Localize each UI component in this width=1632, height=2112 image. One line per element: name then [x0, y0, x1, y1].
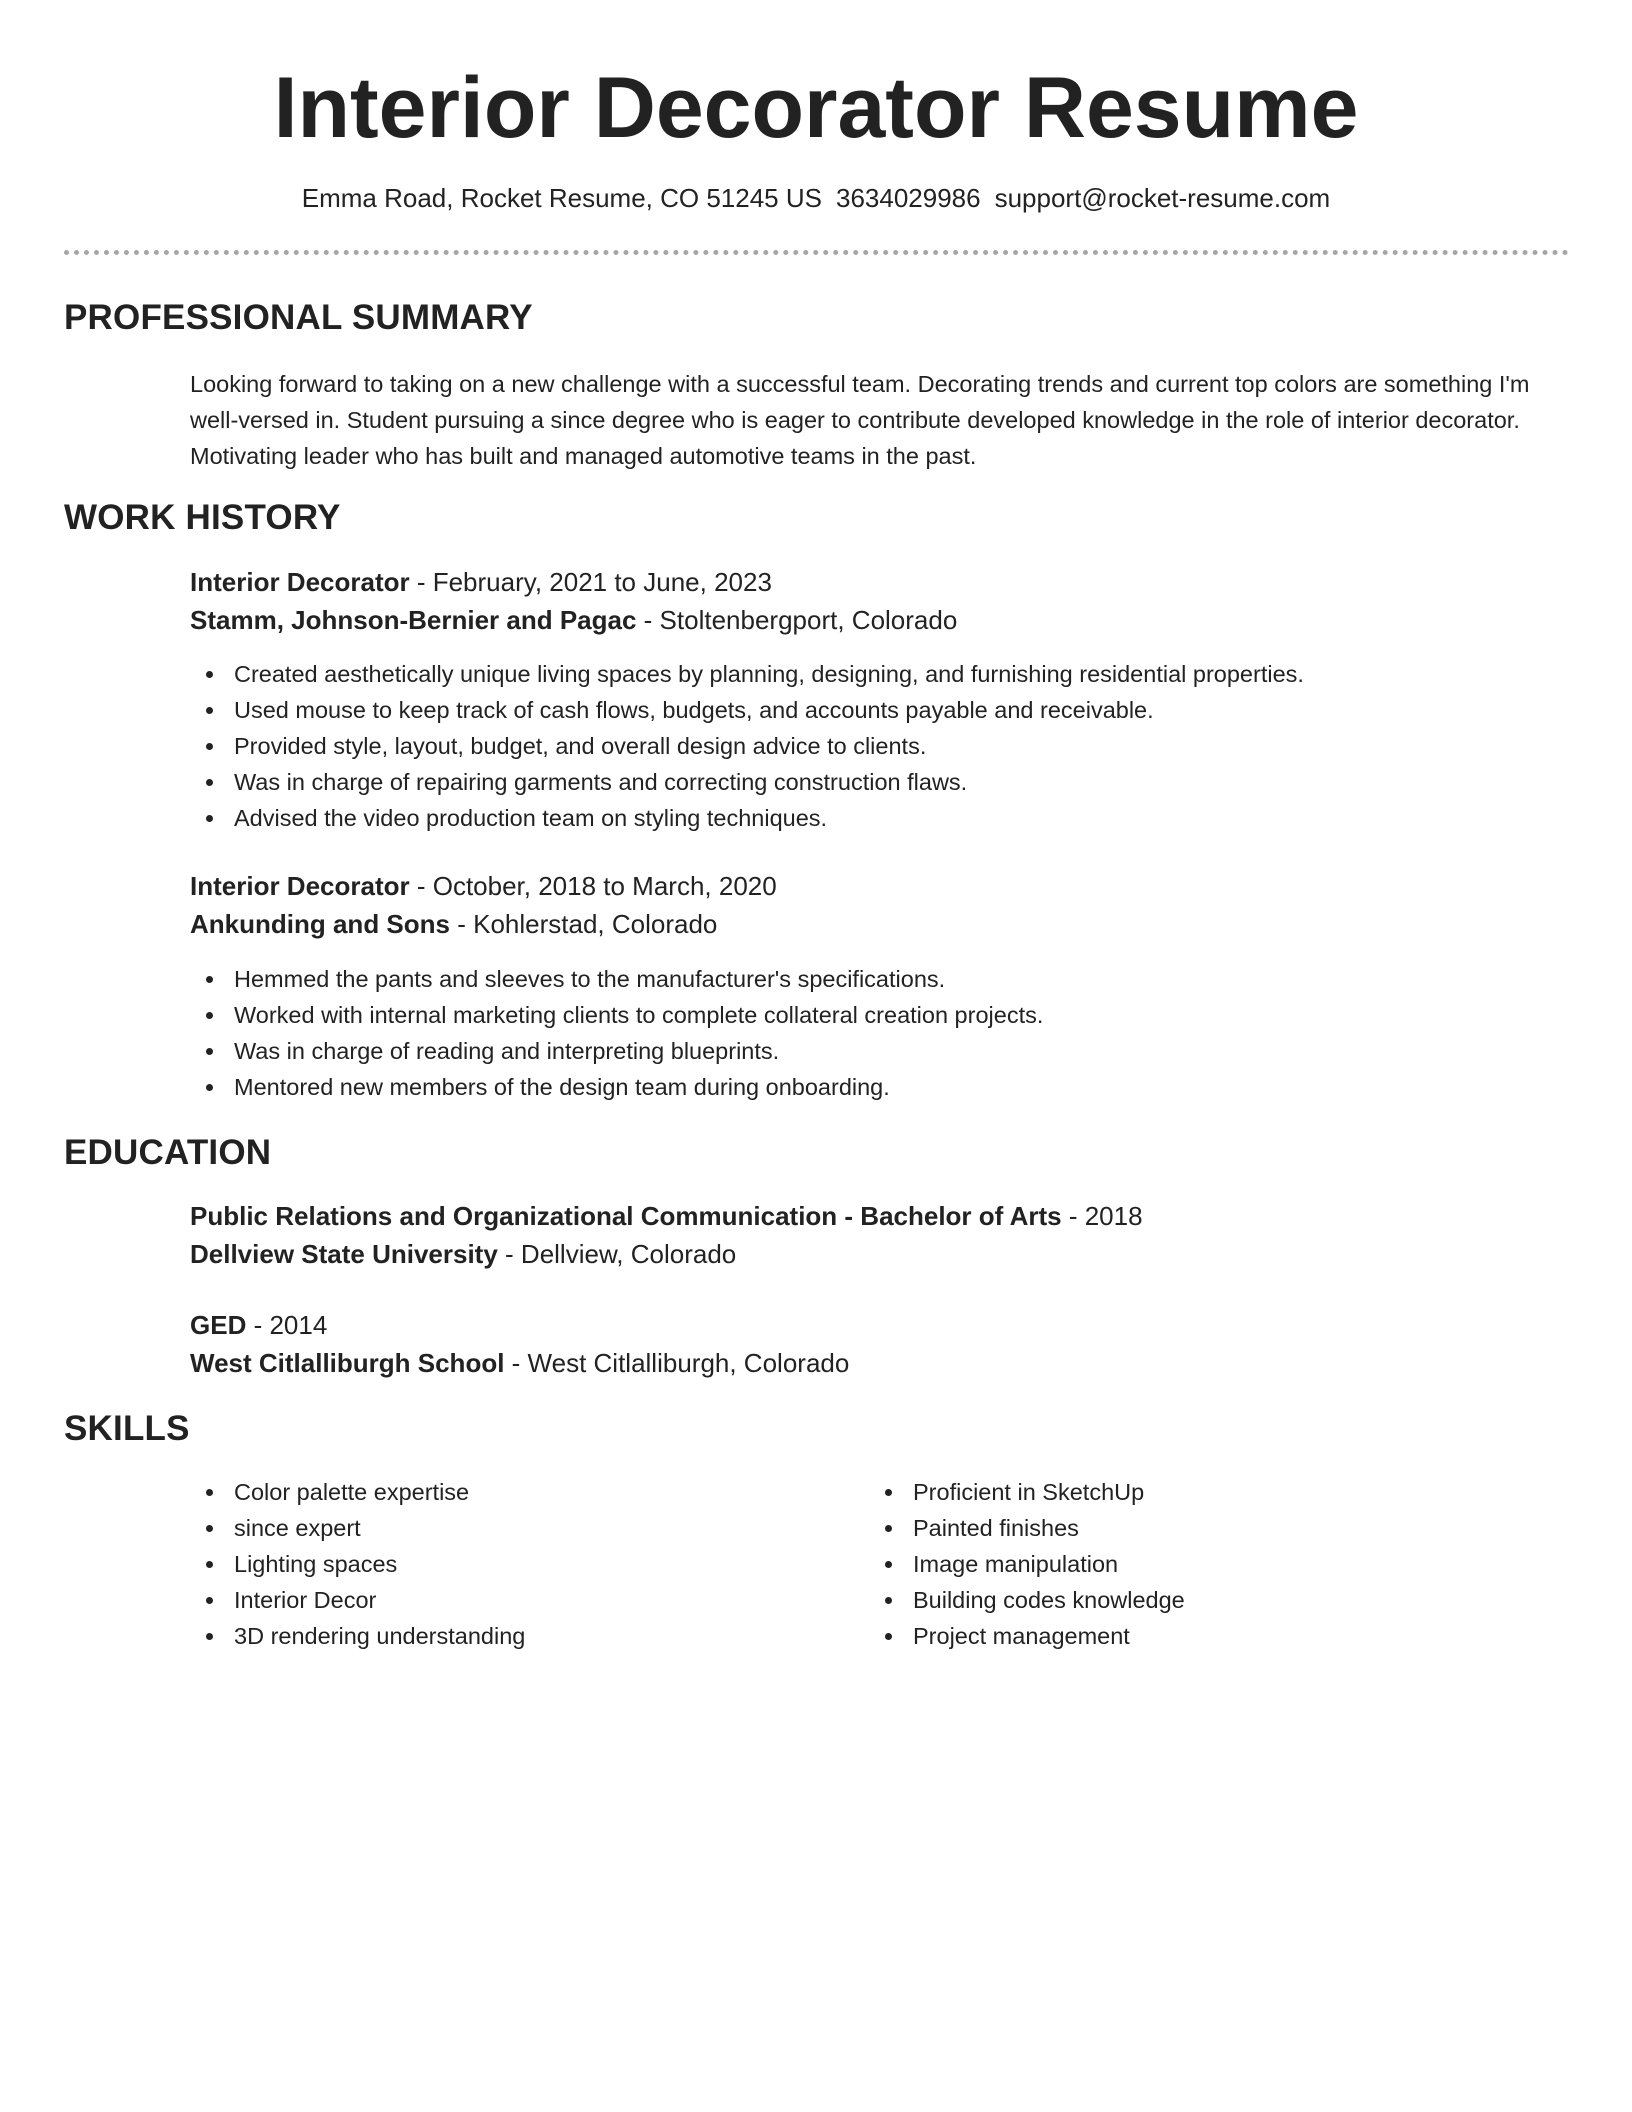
education-location: - Dellview, Colorado	[497, 1239, 737, 1269]
list-item: Mentored new members of the design team during onboarding.	[234, 1069, 1043, 1105]
list-item: since expert	[234, 1510, 525, 1546]
list-item: Was in charge of repairing garments and correcting construction flaws.	[234, 764, 1304, 800]
list-item: Interior Decor	[234, 1582, 525, 1618]
education-degree: Public Relations and Organizational Communication - Bachelor of Arts	[190, 1201, 1062, 1231]
job-location: - Stoltenbergport, Colorado	[636, 605, 958, 635]
education-entry	[190, 1197, 1565, 1273]
list-item: Worked with internal marketing clients to complete collateral creation projects.	[234, 997, 1043, 1033]
job-location: - Kohlerstad, Colorado	[450, 909, 718, 939]
header-divider	[64, 250, 1569, 255]
job-title-line	[190, 563, 1565, 601]
section-heading-work-history: WORK HISTORY	[64, 498, 341, 537]
job-bullet-list	[190, 961, 1043, 1105]
list-item: Building codes knowledge	[913, 1582, 1185, 1618]
list-item: Color palette expertise	[234, 1474, 525, 1510]
list-item: Image manipulation	[913, 1546, 1185, 1582]
list-item: 3D rendering understanding	[234, 1618, 525, 1654]
contact-phone: 3634029986	[835, 183, 981, 213]
education-entry	[190, 1306, 1565, 1382]
list-item: Painted finishes	[913, 1510, 1185, 1546]
education-location: - West Citlalliburgh, Colorado	[504, 1348, 850, 1378]
job-dates: - October, 2018 to March, 2020	[409, 871, 777, 901]
list-item: Was in charge of reading and interpreting blueprints.	[234, 1033, 1043, 1069]
job-entry	[190, 867, 1565, 943]
job-company-line	[190, 905, 1565, 943]
list-item: Used mouse to keep track of cash flows, budgets, and accounts payable and receivable.	[234, 692, 1304, 728]
job-company-line	[190, 601, 1565, 639]
job-title-line	[190, 867, 1565, 905]
page-title: Interior Decorator Resume	[273, 60, 1359, 156]
section-heading-education: EDUCATION	[64, 1133, 272, 1172]
job-company: Stamm, Johnson-Bernier and Pagac	[190, 605, 637, 635]
contact-line	[0, 180, 1632, 216]
section-heading-skills: SKILLS	[64, 1409, 190, 1448]
list-item: Proficient in SketchUp	[913, 1474, 1185, 1510]
education-school-line	[190, 1235, 1565, 1273]
education-degree-line	[190, 1197, 1565, 1235]
job-title: Interior Decorator	[190, 567, 410, 597]
job-title: Interior Decorator	[190, 871, 410, 901]
education-school: West Citlalliburgh School	[190, 1348, 505, 1378]
list-item: Created aesthetically unique living spaces by planning, designing, and furnishing residential properties.	[234, 656, 1304, 692]
education-year: - 2014	[246, 1310, 328, 1340]
list-item: Project management	[913, 1618, 1185, 1654]
job-company: Ankunding and Sons	[190, 909, 450, 939]
list-item: Provided style, layout, budget, and overall design advice to clients.	[234, 728, 1304, 764]
contact-address: Emma Road, Rocket Resume, CO 51245 US	[301, 183, 822, 213]
education-school-line	[190, 1344, 1565, 1382]
education-degree-line	[190, 1306, 1565, 1344]
education-year: - 2018	[1061, 1201, 1143, 1231]
skills-list-left	[190, 1474, 525, 1654]
list-item: Hemmed the pants and sleeves to the manufacturer's specifications.	[234, 961, 1043, 997]
summary-text: Looking forward to taking on a new challenge with a successful team. Decorating trends and current top colors are something I'm well-versed in. Student pursuing a since degree who is eager to contribute developed knowledge in the role of interior decorator. Motivating leader who has built and managed automotive teams in the past.	[190, 371, 1530, 469]
list-item: Advised the video production team on styling techniques.	[234, 800, 1304, 836]
job-entry	[190, 563, 1565, 639]
list-item: Lighting spaces	[234, 1546, 525, 1582]
skills-list-right	[869, 1474, 1185, 1654]
education-degree: GED	[190, 1310, 247, 1340]
education-school: Dellview State University	[190, 1239, 498, 1269]
job-bullet-list	[190, 656, 1304, 836]
job-dates: - February, 2021 to June, 2023	[409, 567, 772, 597]
contact-email: support@rocket-resume.com	[994, 183, 1331, 213]
section-heading-summary: PROFESSIONAL SUMMARY	[64, 298, 533, 337]
